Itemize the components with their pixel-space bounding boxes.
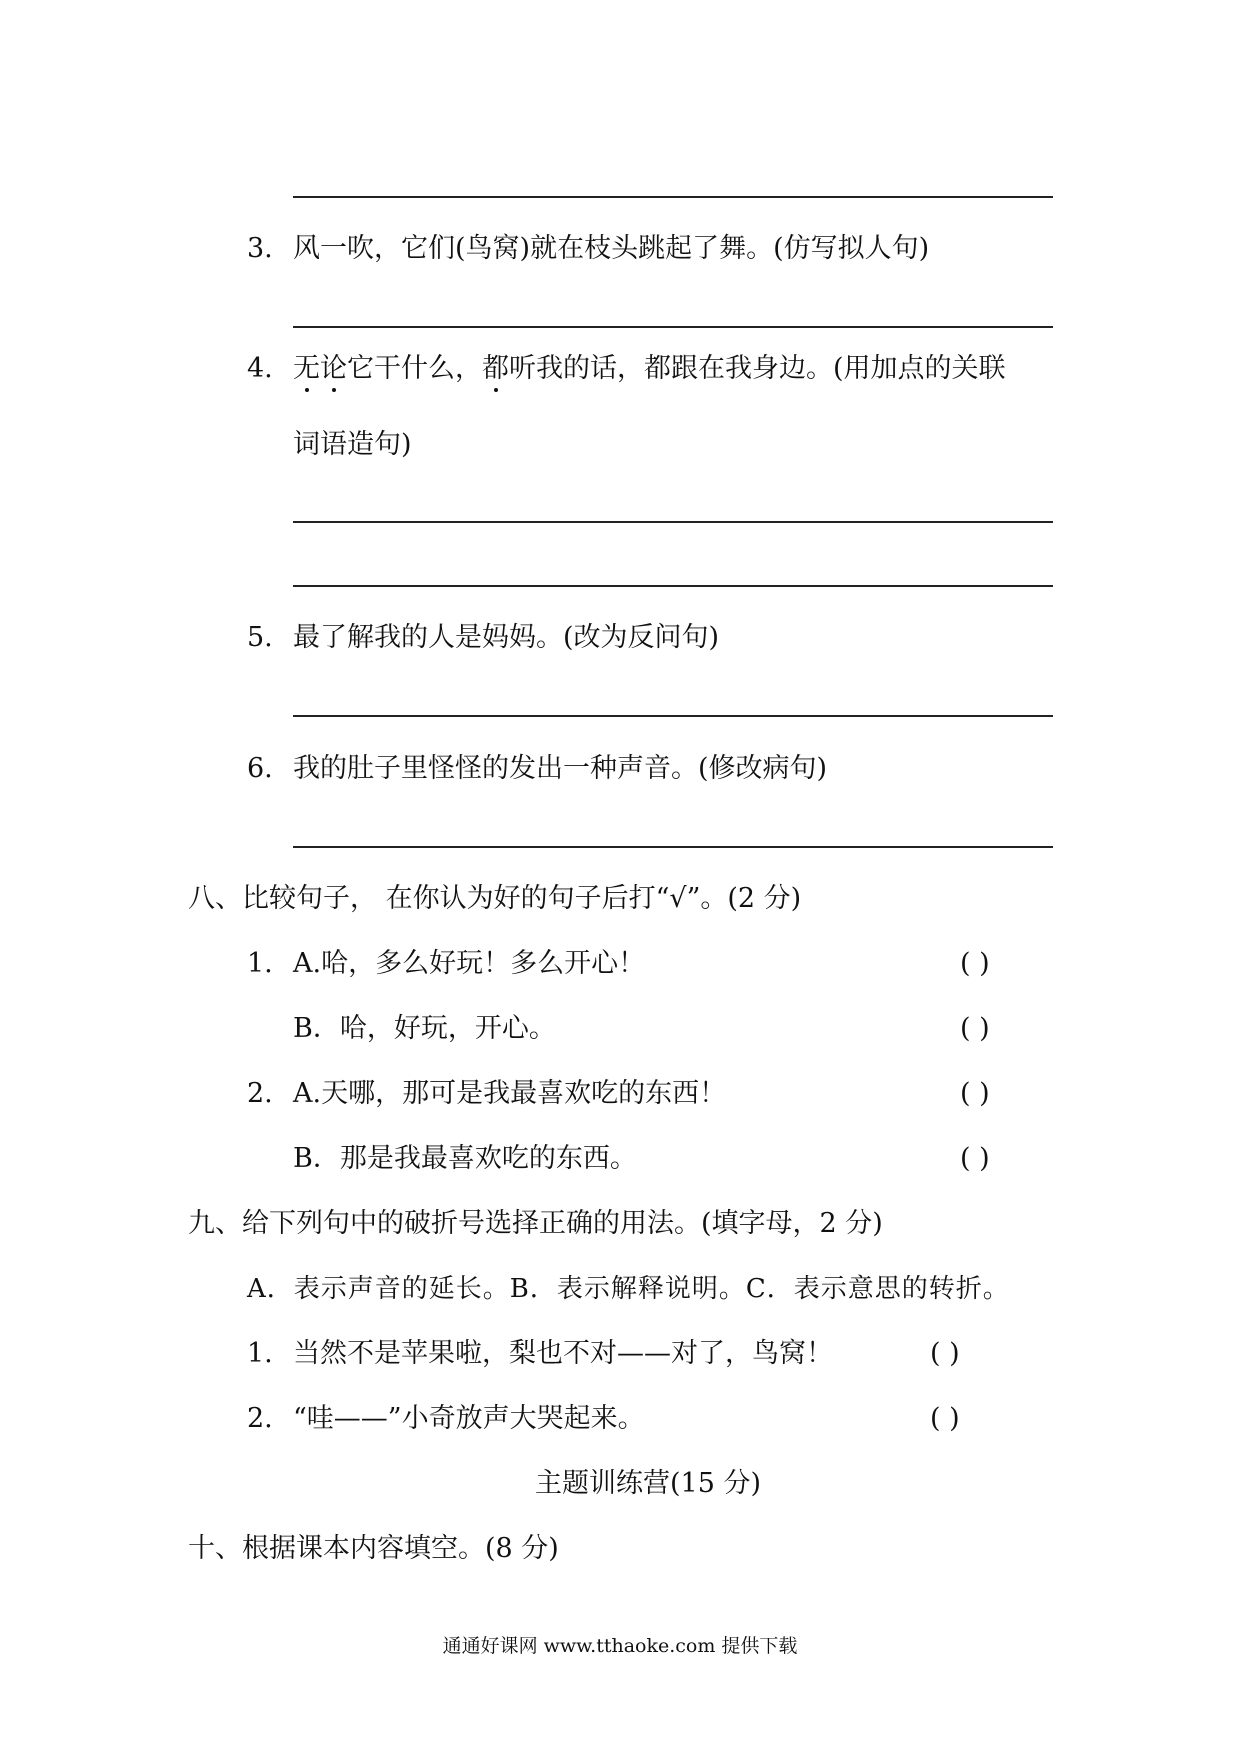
- sentence-option: A.天哪，那可是我最喜欢吃的东西！: [293, 1078, 727, 1109]
- section-heading: 十、根据课本内容填空。(8 分): [188, 1533, 559, 1564]
- answer-parentheses[interactable]: ( ): [960, 1143, 990, 1174]
- answer-parentheses[interactable]: ( ): [930, 1338, 960, 1369]
- answer-parentheses[interactable]: ( ): [960, 1013, 990, 1044]
- answer-parentheses[interactable]: ( ): [930, 1403, 960, 1434]
- question-number: 4.: [247, 353, 273, 384]
- question-text: 风一吹，它们(鸟窝)就在枝头跳起了舞。(仿写拟人句): [293, 233, 930, 264]
- sentence-text: 当然不是苹果啦，梨也不对——对了，鸟窝！: [293, 1338, 833, 1369]
- dotted-char: 无: [293, 353, 320, 384]
- sentence-option: B．哈，好玩，开心。: [293, 1013, 556, 1044]
- item-number: 2.: [247, 1403, 273, 1434]
- dotted-char: 论: [320, 353, 347, 384]
- section-heading: 九、给下列句中的破折号选择正确的用法。(填字母，2 分): [188, 1208, 883, 1239]
- item-number: 1.: [247, 948, 273, 979]
- answer-line[interactable]: [293, 715, 1053, 717]
- options-line: A．表示声音的延长。B．表示解释说明。C．表示意思的转折。: [247, 1274, 1010, 1304]
- answer-line[interactable]: [293, 326, 1053, 328]
- answer-parentheses[interactable]: ( ): [960, 948, 990, 979]
- sentence-text: “哇——”小奇放声大哭起来。: [293, 1403, 645, 1434]
- question-text: 无论它干什么，都听我的话，都跟在我身边。(用加点的关联: [293, 353, 1006, 384]
- page-footer: 通通好课网 www.tthaoke.com 提供下载: [442, 1635, 798, 1657]
- question-text-continued: 词语造句): [293, 429, 412, 460]
- question-number: 6.: [247, 753, 273, 784]
- sentence-option: B．那是我最喜欢吃的东西。: [293, 1143, 637, 1174]
- question-text: 我的肚子里怪怪的发出一种声音。(修改病句): [293, 753, 828, 784]
- answer-line[interactable]: [293, 521, 1053, 523]
- item-number: 2.: [247, 1078, 273, 1109]
- answer-line[interactable]: [293, 585, 1053, 587]
- section-heading: 八、比较句子， 在你认为好的句子后打“√”。(2 分): [188, 883, 802, 914]
- answer-line[interactable]: [293, 196, 1053, 198]
- answer-parentheses[interactable]: ( ): [960, 1078, 990, 1109]
- question-number: 5.: [247, 622, 273, 653]
- dotted-char: 都: [482, 353, 509, 384]
- sentence-option: A.哈，多么好玩！多么开心！: [293, 948, 646, 979]
- question-text: 最了解我的人是妈妈。(改为反问句): [293, 622, 720, 653]
- theme-title: 主题训练营(15 分): [535, 1468, 762, 1499]
- answer-line[interactable]: [293, 846, 1053, 848]
- item-number: 1.: [247, 1338, 273, 1369]
- question-number: 3.: [247, 233, 273, 264]
